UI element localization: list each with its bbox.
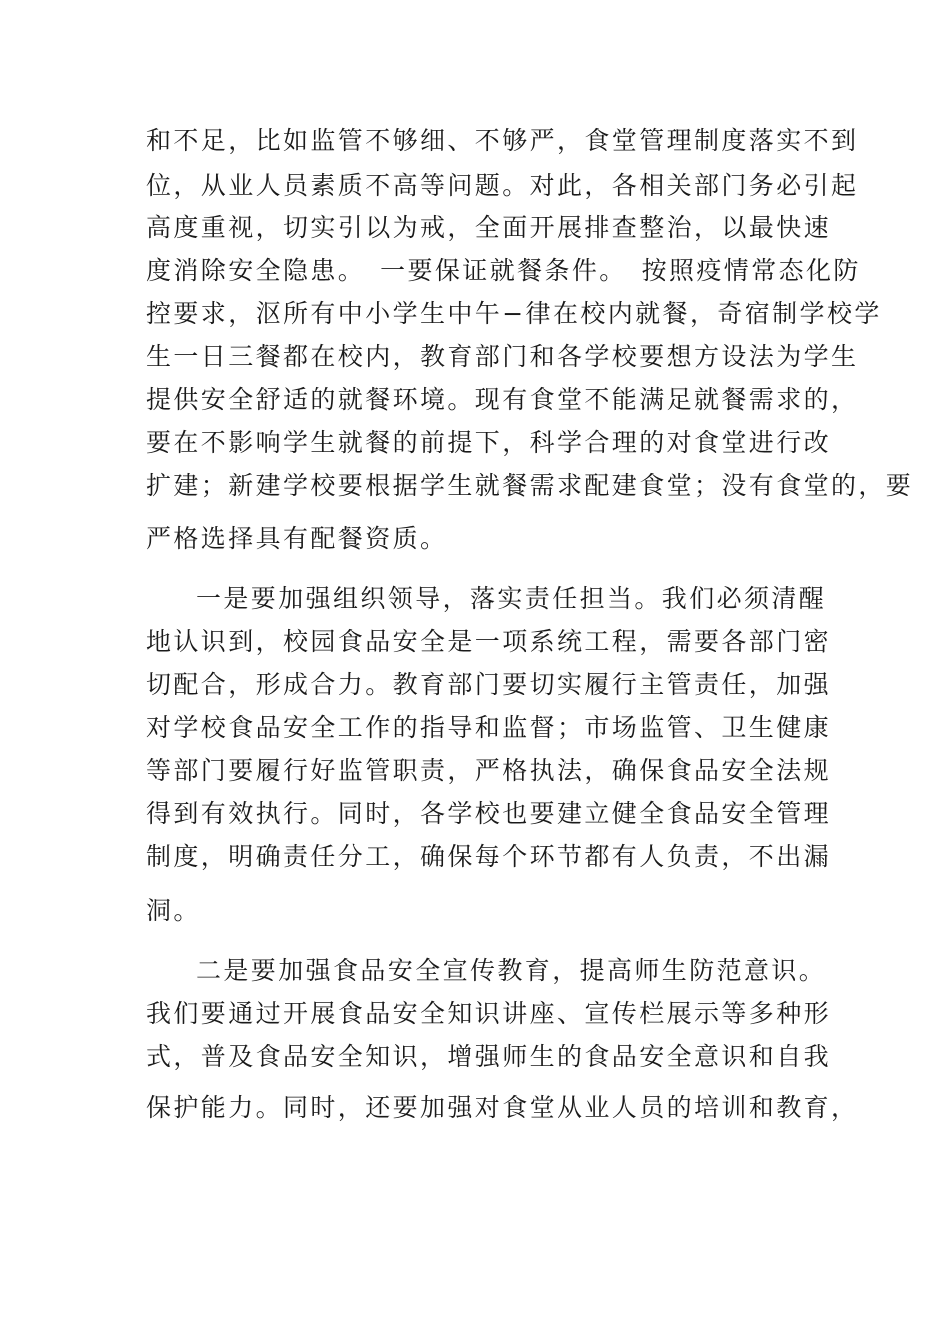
paragraph-2-line-7: 制度，明确责任分工，确保每个环节都有人负责，不出漏	[146, 842, 832, 871]
paragraph-1-line-8: 要在不影响学生就餐的前提下，科学合理的对食堂进行改	[146, 428, 832, 457]
paragraph-1-line-3: 高度重视，切实引以为戒，全面开展排查整治，以最快速	[146, 213, 832, 242]
paragraph-2-line-3: 切配合，形成合力。教育部门要切实履行主管责任，加强	[146, 670, 832, 699]
paragraph-3-line-1: 二是要加强食品安全宣传教育，提高师生防范意识。	[196, 956, 827, 985]
paragraph-3-line-2: 我们要通过开展食品安全知识讲座、宣传栏展示等多种形	[146, 999, 832, 1028]
paragraph-1-line-9: 扩建；新建学校要根据学生就餐需求配建食堂；没有食堂的，要	[146, 471, 914, 500]
paragraph-1-line-10: 严格选择具有配餐资质。	[146, 524, 448, 553]
paragraph-3-line-3: 式，普及食品安全知识，增强师生的食品安全意识和自我	[146, 1042, 832, 1071]
paragraph-1-line-2: 位，从业人员素质不高等问题。对此，各相关部门务必引起	[146, 171, 859, 200]
paragraph-1-line-4: 度消除安全隐患。 一要保证就餐条件。 按照疫情常态化防	[146, 256, 861, 285]
paragraph-1-line-1: 和不足，比如监管不够细、不够严，食堂管理制度落实不到	[146, 126, 859, 155]
paragraph-2-line-4: 对学校食品安全工作的指导和监督；市场监管、卫生健康	[146, 713, 832, 742]
paragraph-1-line-7: 提供安全舒适的就餐环境。现有食堂不能满足就餐需求的，	[146, 385, 859, 414]
paragraph-3-line-4: 保护能力。同时，还要加强对食堂从业人员的培训和教育，	[146, 1093, 859, 1122]
paragraph-1-line-6: 生一日三餐都在校内，教育部门和各学校要想方设法为学生	[146, 342, 859, 371]
paragraph-2-line-6: 得到有效执行。同时，各学校也要建立健全食品安全管理	[146, 799, 832, 828]
paragraph-2-line-8: 洞。	[146, 896, 201, 925]
paragraph-2-line-5: 等部门要履行好监管职责，严格执法，确保食品安全法规	[146, 756, 832, 785]
paragraph-2-line-2: 地认识到，校园食品安全是一项系统工程，需要各部门密	[146, 627, 832, 656]
paragraph-2-line-1: 一是要加强组织领导，落实责任担当。我们必须清醒	[196, 584, 827, 613]
paragraph-1-line-5: 控要求，沤所有中小学生中午−律在校内就餐，奇宿制学校学	[146, 299, 882, 328]
